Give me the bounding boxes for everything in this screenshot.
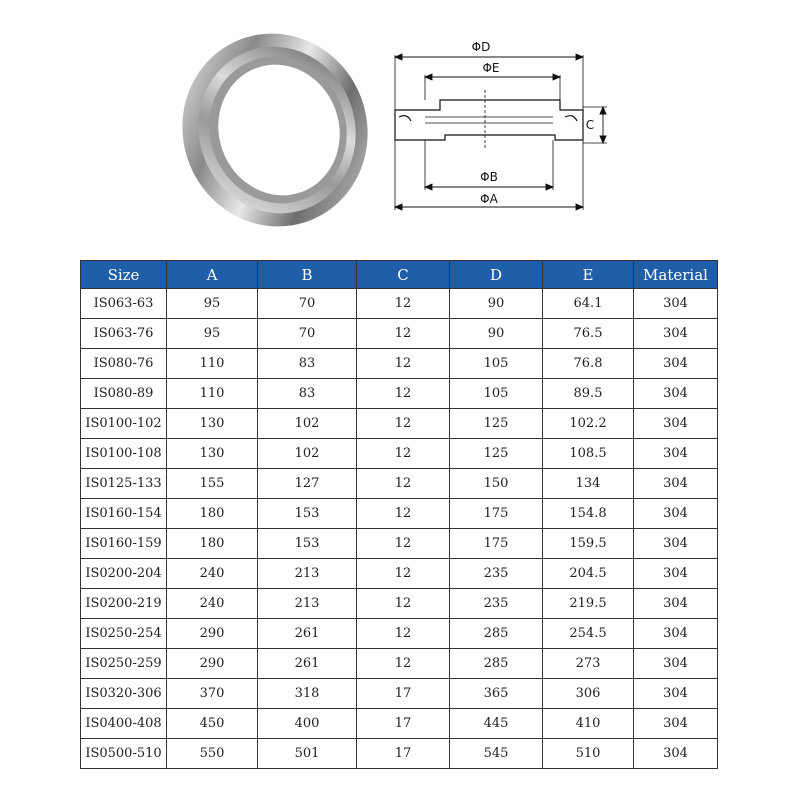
table-row xyxy=(81,559,718,589)
table-cell: 95 xyxy=(167,289,258,319)
table-cell: 110 xyxy=(167,349,258,379)
table-cell: 240 xyxy=(167,589,258,619)
column-header: Size xyxy=(81,261,167,289)
table-cell: 304 xyxy=(634,739,718,769)
table-cell: 304 xyxy=(634,679,718,709)
table-row xyxy=(81,709,718,739)
table-cell: 318 xyxy=(258,679,357,709)
table-cell: IS0100-102 xyxy=(81,409,167,439)
table-row xyxy=(81,409,718,439)
table-cell: IS0400-408 xyxy=(81,709,167,739)
table-body xyxy=(81,289,718,769)
spec-table xyxy=(80,260,718,769)
table-cell: 445 xyxy=(450,709,543,739)
label-e: ΦE xyxy=(482,61,500,75)
table-cell: IS0160-159 xyxy=(81,529,167,559)
table-cell: 213 xyxy=(258,589,357,619)
table-cell: 12 xyxy=(357,619,450,649)
flange-section xyxy=(395,90,583,150)
table-cell: 12 xyxy=(357,649,450,679)
table-cell: 175 xyxy=(450,499,543,529)
table-cell: 400 xyxy=(258,709,357,739)
table-cell: 304 xyxy=(634,499,718,529)
table-cell: 70 xyxy=(258,319,357,349)
table-cell: 134 xyxy=(543,469,634,499)
table-row xyxy=(81,529,718,559)
table-row xyxy=(81,589,718,619)
table-row xyxy=(81,349,718,379)
table-cell: 102 xyxy=(258,409,357,439)
table-cell: IS0200-219 xyxy=(81,589,167,619)
table-cell: 304 xyxy=(634,409,718,439)
table-cell: 219.5 xyxy=(543,589,634,619)
table-header-row xyxy=(81,261,718,289)
table-cell: 213 xyxy=(258,559,357,589)
table-row xyxy=(81,619,718,649)
table-row xyxy=(81,289,718,319)
table-cell: 306 xyxy=(543,679,634,709)
table-cell: 285 xyxy=(450,649,543,679)
table-cell: IS0200-204 xyxy=(81,559,167,589)
table-cell: 410 xyxy=(543,709,634,739)
product-photo xyxy=(180,30,370,230)
table-cell: 550 xyxy=(167,739,258,769)
table-cell: 64.1 xyxy=(543,289,634,319)
column-header: E xyxy=(543,261,634,289)
table-cell: 12 xyxy=(357,379,450,409)
table-row xyxy=(81,649,718,679)
table-cell: 304 xyxy=(634,439,718,469)
table-cell: 130 xyxy=(167,409,258,439)
table-cell: 102 xyxy=(258,439,357,469)
table-cell: 17 xyxy=(357,709,450,739)
table-cell: 304 xyxy=(634,649,718,679)
table-cell: 105 xyxy=(450,379,543,409)
table-cell: IS0500-510 xyxy=(81,739,167,769)
table-cell: IS0250-259 xyxy=(81,649,167,679)
table-cell: IS063-63 xyxy=(81,289,167,319)
table-cell: 12 xyxy=(357,499,450,529)
table-cell: 235 xyxy=(450,559,543,589)
table-cell: 83 xyxy=(258,379,357,409)
table-cell: 290 xyxy=(167,619,258,649)
table-cell: 154.8 xyxy=(543,499,634,529)
table-row xyxy=(81,469,718,499)
column-header: A xyxy=(167,261,258,289)
table-cell: 12 xyxy=(357,349,450,379)
table-cell: 175 xyxy=(450,529,543,559)
table-cell: 12 xyxy=(357,319,450,349)
label-d: ΦD xyxy=(471,40,491,54)
table-cell: 240 xyxy=(167,559,258,589)
table-cell: 254.5 xyxy=(543,619,634,649)
column-header: C xyxy=(357,261,450,289)
table-cell: 304 xyxy=(634,529,718,559)
table-cell: 304 xyxy=(634,709,718,739)
table-cell: 235 xyxy=(450,589,543,619)
dimension-diagram xyxy=(385,35,615,220)
table-cell: 125 xyxy=(450,409,543,439)
table-cell: 304 xyxy=(634,289,718,319)
column-header: Material xyxy=(634,261,718,289)
table-cell: IS0125-133 xyxy=(81,469,167,499)
table-cell: 102.2 xyxy=(543,409,634,439)
table-cell: 261 xyxy=(258,619,357,649)
table-cell: 510 xyxy=(543,739,634,769)
table-cell: 12 xyxy=(357,469,450,499)
table-cell: 304 xyxy=(634,319,718,349)
table-cell: 304 xyxy=(634,379,718,409)
table-cell: 290 xyxy=(167,649,258,679)
table-cell: 95 xyxy=(167,319,258,349)
table-cell: 12 xyxy=(357,529,450,559)
table-cell: 370 xyxy=(167,679,258,709)
table-cell: 304 xyxy=(634,589,718,619)
table-cell: 159.5 xyxy=(543,529,634,559)
table-cell: 545 xyxy=(450,739,543,769)
table-cell: 108.5 xyxy=(543,439,634,469)
table-cell: 285 xyxy=(450,619,543,649)
table-cell: 304 xyxy=(634,469,718,499)
table-cell: 501 xyxy=(258,739,357,769)
column-header: B xyxy=(258,261,357,289)
table-cell: IS0160-154 xyxy=(81,499,167,529)
table-cell: 304 xyxy=(634,559,718,589)
column-header: D xyxy=(450,261,543,289)
table-cell: IS0320-306 xyxy=(81,679,167,709)
table-cell: IS080-89 xyxy=(81,379,167,409)
table-cell: 153 xyxy=(258,529,357,559)
table-cell: 273 xyxy=(543,649,634,679)
table-cell: 12 xyxy=(357,589,450,619)
table-cell: IS063-76 xyxy=(81,319,167,349)
table-cell: 105 xyxy=(450,349,543,379)
table-cell: 76.8 xyxy=(543,349,634,379)
table-cell: 76.5 xyxy=(543,319,634,349)
label-c: C xyxy=(585,118,595,132)
table-row xyxy=(81,739,718,769)
table-cell: 12 xyxy=(357,409,450,439)
table-row xyxy=(81,379,718,409)
table-cell: IS0250-254 xyxy=(81,619,167,649)
table-row xyxy=(81,319,718,349)
label-a: ΦA xyxy=(480,192,498,206)
table-cell: 89.5 xyxy=(543,379,634,409)
table-cell: 12 xyxy=(357,289,450,319)
table-cell: 17 xyxy=(357,679,450,709)
table-cell: 110 xyxy=(167,379,258,409)
table-cell: IS0100-108 xyxy=(81,439,167,469)
table-cell: 90 xyxy=(450,319,543,349)
table-cell: 127 xyxy=(258,469,357,499)
table-cell: 261 xyxy=(258,649,357,679)
table-cell: 17 xyxy=(357,739,450,769)
table-cell: 180 xyxy=(167,529,258,559)
table-row xyxy=(81,439,718,469)
table-cell: IS080-76 xyxy=(81,349,167,379)
table-row xyxy=(81,499,718,529)
table-row xyxy=(81,679,718,709)
table-cell: 70 xyxy=(258,289,357,319)
table-cell: 90 xyxy=(450,289,543,319)
table-cell: 150 xyxy=(450,469,543,499)
label-b: ΦB xyxy=(480,170,498,184)
table-cell: 153 xyxy=(258,499,357,529)
table-cell: 12 xyxy=(357,559,450,589)
table-cell: 130 xyxy=(167,439,258,469)
table-cell: 365 xyxy=(450,679,543,709)
table-cell: 155 xyxy=(167,469,258,499)
table-cell: 12 xyxy=(357,439,450,469)
table-cell: 125 xyxy=(450,439,543,469)
table-cell: 204.5 xyxy=(543,559,634,589)
table-cell: 304 xyxy=(634,619,718,649)
table-cell: 83 xyxy=(258,349,357,379)
table-cell: 180 xyxy=(167,499,258,529)
table-cell: 304 xyxy=(634,349,718,379)
table-cell: 450 xyxy=(167,709,258,739)
